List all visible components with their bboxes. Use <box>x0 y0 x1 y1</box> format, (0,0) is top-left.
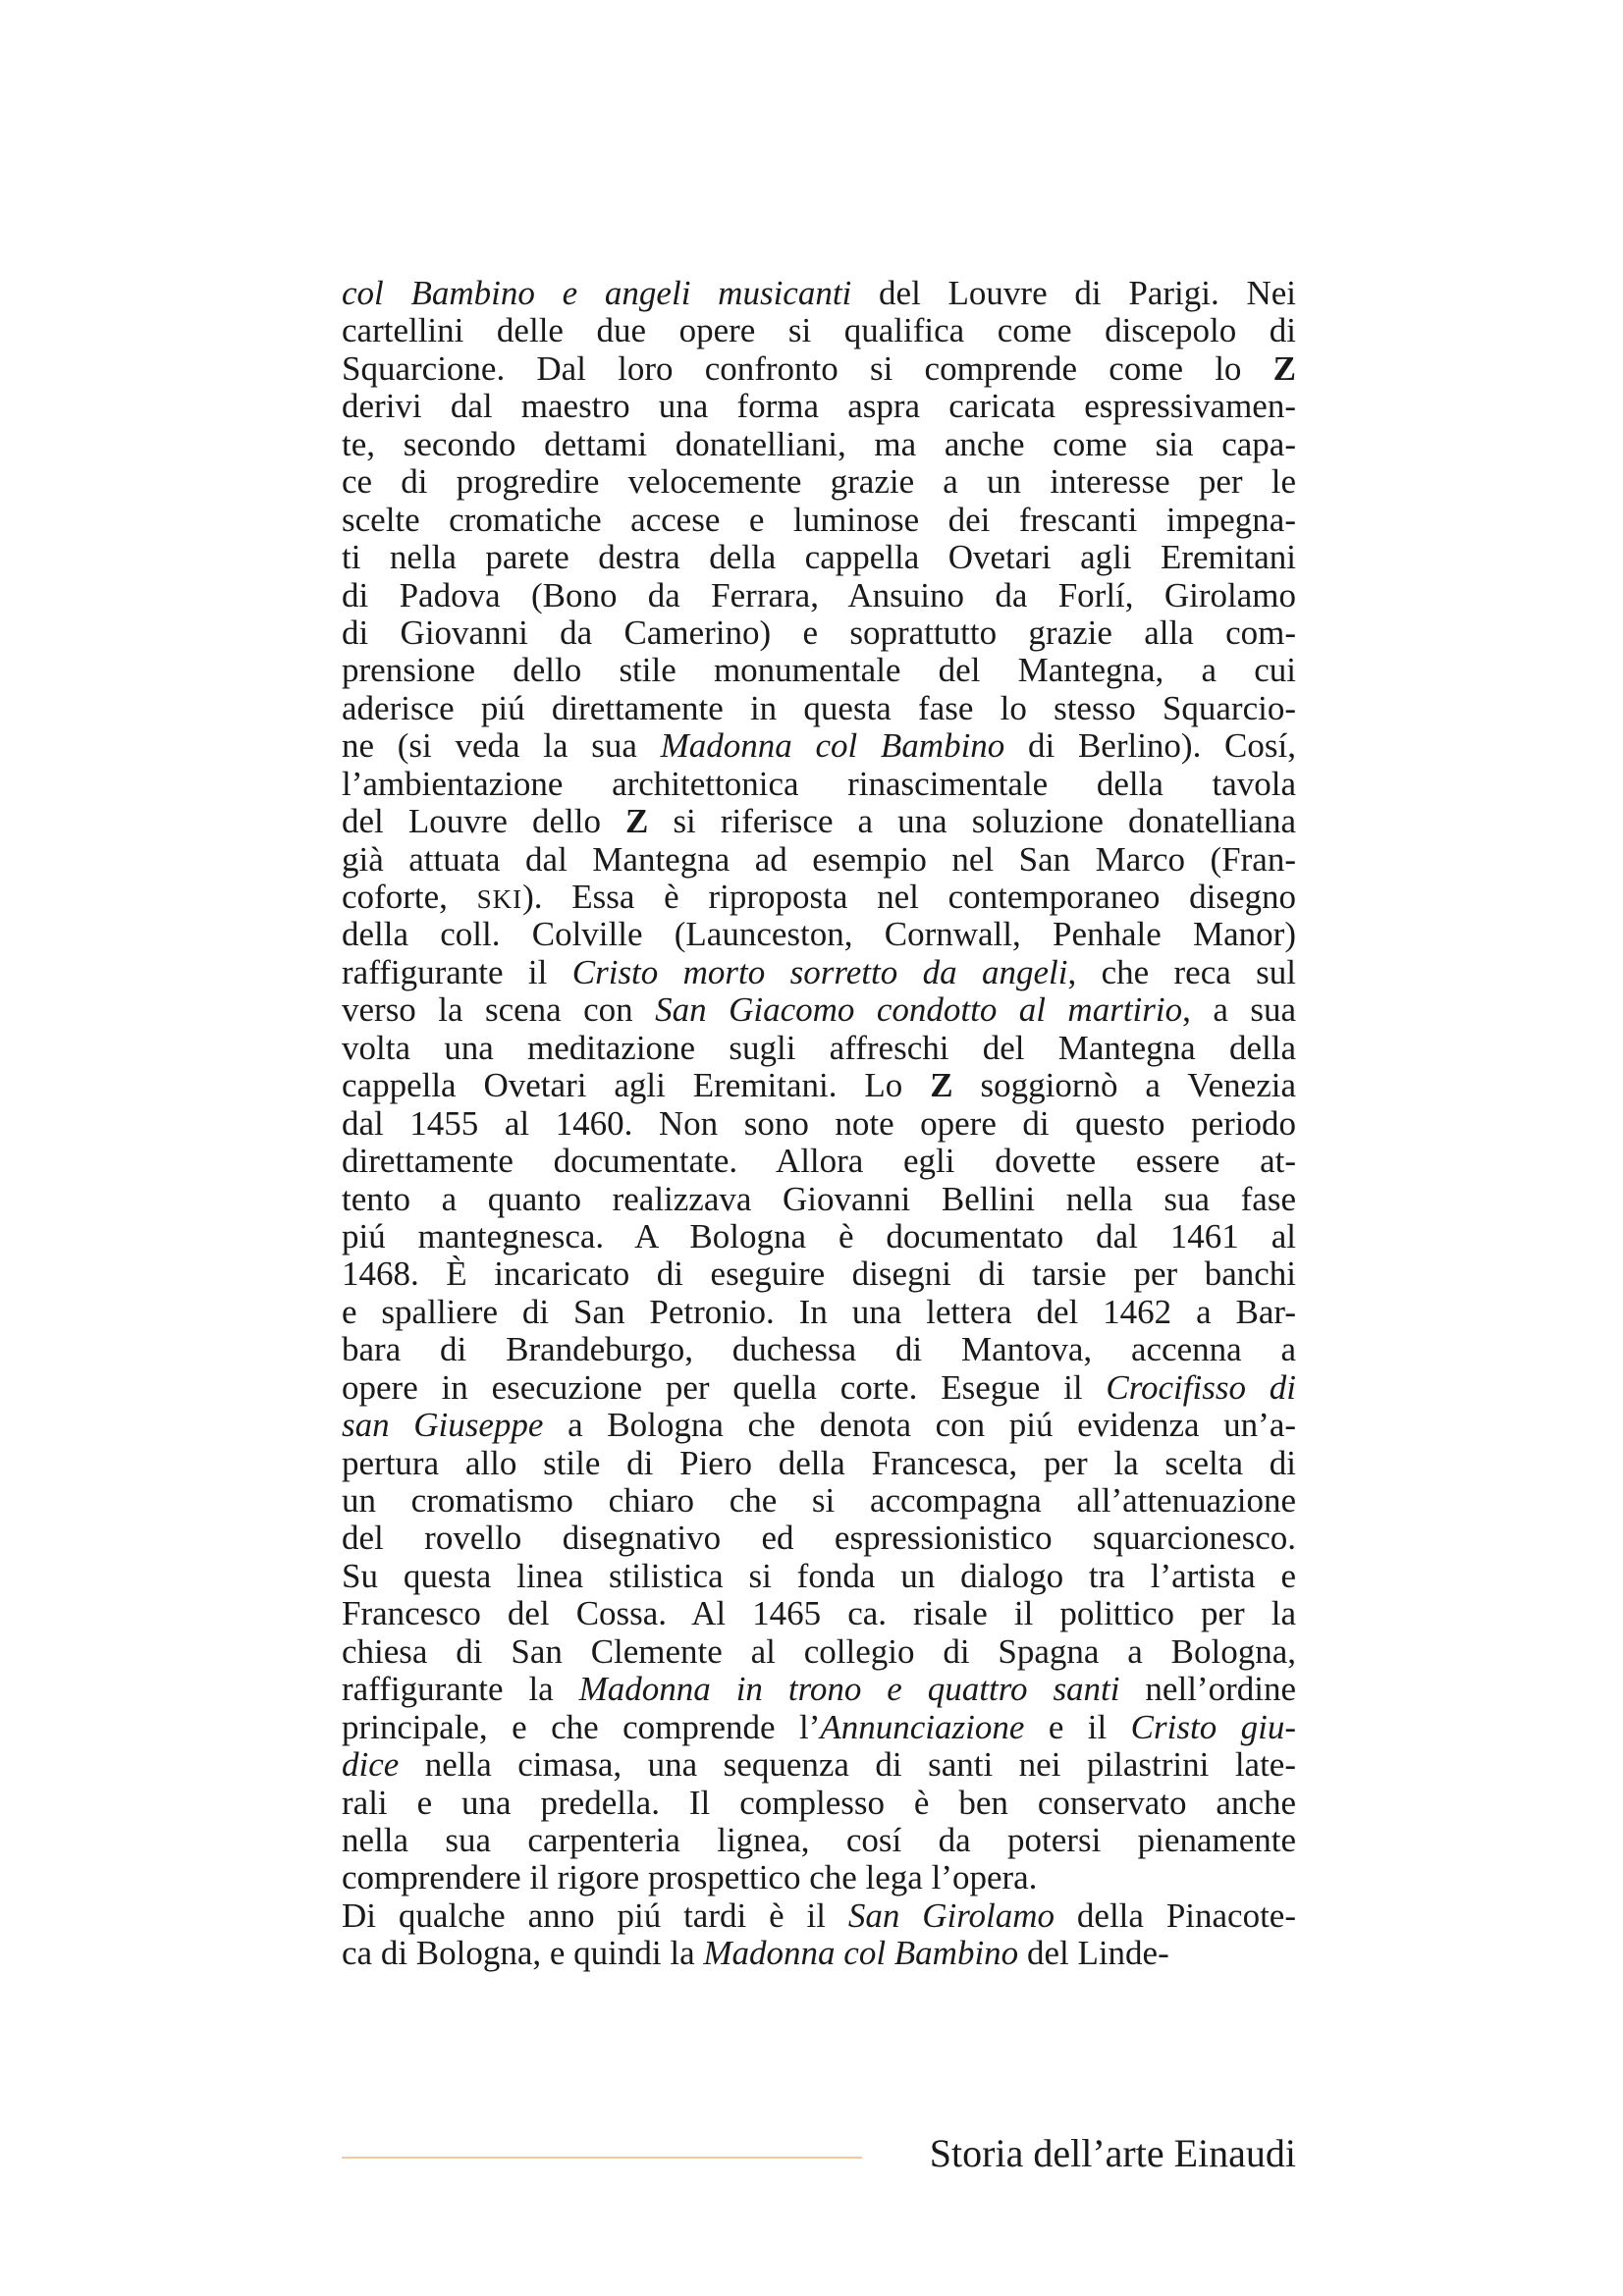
footer-divider <box>342 2157 862 2159</box>
text-line <box>342 879 1296 916</box>
text-run: di Berlino). Cosí, <box>1004 726 1296 766</box>
text-run: rali e una predella. Il complesso è ben conservato anche <box>342 1783 1296 1822</box>
text-run: bara di Brandeburgo, duchessa di Mantova, accenna a <box>342 1330 1296 1369</box>
text-run: e il <box>1024 1707 1131 1746</box>
text-run: Z <box>1272 348 1296 388</box>
text-run: scelte cromatiche accese e luminose dei frescanti impegna- <box>342 500 1296 539</box>
text-run: Madonna col Bambino <box>703 1934 1019 1973</box>
text-line <box>342 803 1296 840</box>
text-run: del Louvre dello <box>342 802 626 841</box>
text-line <box>342 1935 1296 1972</box>
text-run: un cromatismo chiaro che si accompagna all’attenuazione <box>342 1481 1296 1520</box>
text-run: della Pinacote- <box>1055 1896 1296 1935</box>
text-run: derivi dal maestro una forma aspra caricata espressivamen- <box>342 387 1296 426</box>
text-run: te, secondo dettami donatelliani, ma anche come sia capa- <box>342 424 1296 463</box>
text-line <box>342 1859 1296 1896</box>
text-line <box>342 1595 1296 1632</box>
text-run: piú mantegnesca. A Bologna è documentato dal 1461 al <box>342 1216 1296 1255</box>
text-run: nella sua carpenteria lignea, cosí da potersi pienamente <box>342 1820 1296 1859</box>
text-run: , a sua <box>1182 990 1296 1030</box>
text-run: l’ambientazione architettonica rinascimentale della tavola <box>342 764 1296 803</box>
text-line <box>342 1785 1296 1822</box>
text-line <box>342 652 1296 689</box>
text-line <box>342 1218 1296 1255</box>
text-line <box>342 1181 1296 1218</box>
text-run: , che reca sul <box>1067 952 1296 991</box>
text-line <box>342 1030 1296 1067</box>
text-run: principale, e che comprende l’ <box>342 1707 821 1746</box>
text-run: ). Essa è riproposta nel contemporaneo disegno <box>522 878 1297 916</box>
text-run: Annunciazione <box>820 1707 1025 1746</box>
text-line <box>342 463 1296 501</box>
text-run: 1468. È incaricato di eseguire disegni di tarsie per banchi <box>342 1255 1296 1294</box>
text-line <box>342 766 1296 803</box>
text-run: comprendere il rigore prospettico che lega l’opera. <box>342 1858 1038 1897</box>
text-run: già attuata dal Mantegna ad esempio nel San Marco (Fran- <box>342 839 1296 879</box>
text-line <box>342 1105 1296 1143</box>
text-run: cappella Ovetari agli Eremitani. Lo <box>342 1066 931 1105</box>
text-run: Z <box>625 802 649 841</box>
text-run: del Linde- <box>1018 1934 1169 1973</box>
text-line <box>342 1558 1296 1595</box>
text-line <box>342 426 1296 463</box>
text-run: prensione dello stile monumentale del Mantegna, a cui <box>342 651 1296 690</box>
text-run: soggiornò a Venezia <box>952 1066 1296 1105</box>
text-line <box>342 1633 1296 1671</box>
text-line <box>342 1331 1296 1368</box>
text-run: Di qualche anno piú tardi è il <box>342 1896 848 1935</box>
text-run: pertura allo stile di Piero della Francesca, per la scelta di <box>342 1443 1296 1482</box>
text-line <box>342 350 1296 388</box>
text-line <box>342 1482 1296 1520</box>
text-line <box>342 916 1296 953</box>
text-line <box>342 1746 1296 1784</box>
text-line <box>342 727 1296 765</box>
text-line <box>342 577 1296 614</box>
text-run: Cristo giu- <box>1130 1707 1296 1746</box>
text-run: ce di progredire velocemente grazie a un interesse per le <box>342 462 1296 502</box>
text-line <box>342 539 1296 576</box>
text-run: tento a quanto realizzava Giovanni Bellini nella sua fase <box>342 1179 1296 1218</box>
text-run: Cristo morto sorretto da angeli <box>571 952 1068 991</box>
text-line <box>342 1897 1296 1935</box>
text-run: ca di Bologna, e quindi la <box>342 1934 704 1973</box>
text-line <box>342 1671 1296 1708</box>
text-line <box>342 954 1296 991</box>
text-run: san Giuseppe <box>342 1406 544 1445</box>
footer-series-title: Storia dell’arte Einaudi <box>929 2131 1296 2175</box>
text-run: chiesa di San Clemente al collegio di Spagna a Bologna, <box>342 1631 1296 1671</box>
text-run: cartellini delle due opere si qualifica come discepolo di <box>342 311 1296 350</box>
text-line <box>342 991 1296 1029</box>
text-run: di Giovanni da Camerino) e soprattutto grazie alla com- <box>342 613 1296 652</box>
text-line <box>342 275 1296 312</box>
text-run: del rovello disegnativo ed espressionistico squarcionesco. <box>342 1519 1296 1558</box>
text-line <box>342 1445 1296 1482</box>
text-run: verso la scena con <box>342 990 656 1030</box>
text-run: nell’ordine <box>1119 1670 1296 1709</box>
text-run: volta una meditazione sugli affreschi del Mantegna della <box>342 1028 1296 1067</box>
text-line <box>342 1822 1296 1859</box>
text-line <box>342 614 1296 652</box>
text-line <box>342 1709 1296 1746</box>
text-line <box>342 1520 1296 1557</box>
text-line <box>342 388 1296 425</box>
text-run: San Girolamo <box>847 1896 1055 1935</box>
text-run: Madonna col Bambino <box>660 726 1005 766</box>
text-line <box>342 1369 1296 1407</box>
text-run: Francesco del Cossa. Al 1465 ca. risale il polittico per la <box>342 1594 1296 1633</box>
text-run: SKI <box>476 884 523 914</box>
text-run: raffigurante il <box>342 952 572 991</box>
text-run: Madonna in trono e quattro santi <box>578 1670 1120 1709</box>
body-text <box>342 275 1296 1973</box>
text-run: raffigurante la <box>342 1670 579 1709</box>
text-line <box>342 841 1296 879</box>
text-run: della coll. Colville (Launceston, Cornwall, Penhale Manor) <box>342 915 1296 954</box>
text-run: aderisce piú direttamente in questa fase lo stesso Squarcio- <box>342 688 1296 727</box>
text-run: opere in esecuzione per quella corte. Esegue il <box>342 1367 1107 1407</box>
text-run: e spalliere di San Petronio. In una lettera del 1462 a Bar- <box>342 1292 1296 1331</box>
text-run: di Padova (Bono da Ferrara, Ansuino da Forlí, Girolamo <box>342 575 1296 614</box>
text-run: ti nella parete destra della cappella Ovetari agli Eremitani <box>342 538 1296 577</box>
text-line <box>342 1255 1296 1293</box>
text-run: San Giacomo condotto al martirio <box>655 990 1183 1030</box>
text-run: Squarcione. Dal loro confronto si comprende come lo <box>342 348 1273 388</box>
text-run: nella cimasa, una sequenza di santi nei pilastrini late- <box>399 1745 1296 1785</box>
text-run: Z <box>930 1066 953 1105</box>
text-run: dice <box>342 1745 400 1785</box>
text-line <box>342 690 1296 727</box>
text-run: dal 1455 al 1460. Non sono note opere di questo periodo <box>342 1103 1296 1143</box>
text-run: ne (si veda la sua <box>342 726 661 766</box>
text-run: del Louvre di Parigi. Nei <box>851 274 1296 312</box>
text-run: Su questa linea stilistica si fonda un dialogo tra l’artista e <box>342 1556 1296 1595</box>
text-run: Crocifisso di <box>1106 1367 1297 1407</box>
text-run: col Bambino e angeli musicanti <box>342 274 852 312</box>
text-line <box>342 502 1296 539</box>
text-run: direttamente documentate. Allora egli dovette essere at- <box>342 1142 1296 1181</box>
text-line <box>342 1067 1296 1104</box>
text-run: coforte, <box>342 878 477 916</box>
text-line <box>342 1143 1296 1180</box>
text-run: si riferisce a una soluzione donatelliana <box>648 802 1296 841</box>
text-run: a Bologna che denota con piú evidenza un’a- <box>543 1406 1297 1445</box>
text-line <box>342 1294 1296 1331</box>
text-line <box>342 312 1296 349</box>
text-line <box>342 1407 1296 1444</box>
